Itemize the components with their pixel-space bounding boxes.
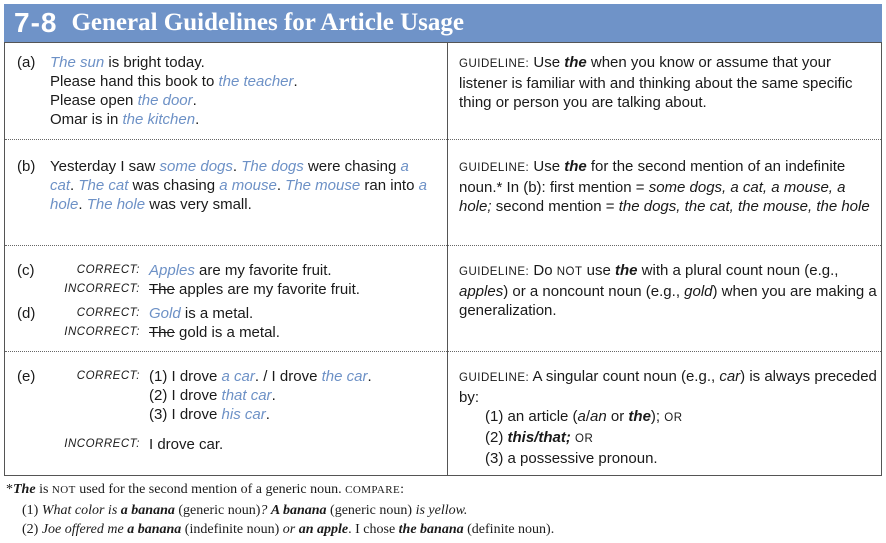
guideline-example: car [719,368,741,385]
guideline-text: A singular count noun (e.g., [529,368,720,385]
correct-label: CORRECT: [76,264,140,276]
footnote-line [22,520,554,539]
chart-header [4,4,882,42]
footnote-line [22,501,467,520]
footnote-keyword: a banana [120,503,175,518]
guideline-keyword: the [615,262,638,279]
example-text: apples are my favorite fruit. [174,281,360,298]
row-divider [5,351,881,352]
example-text: are my favorite fruit. [194,262,332,279]
example-text: Please open [50,92,138,109]
guideline-text: with a plural count noun (e.g., [637,262,839,279]
example-text: gold is a metal. [174,324,280,341]
example-text: . [367,368,372,385]
footnote-text: : [400,482,405,497]
example-text: . [293,73,298,90]
footnote-text: (1) [22,503,42,518]
example-line [50,110,441,129]
example-text: . [78,196,87,213]
guideline-text: Do [529,262,557,279]
example-text: is bright today. [104,54,205,71]
correct-label: CORRECT: [76,307,140,319]
example-text: I drove car. [149,436,224,453]
guideline-text: when you know or assume that your listener is familiar with and thinking about the same specific thing or person you are talking about. [459,54,853,111]
guideline-example: an [590,408,607,425]
example-text: Please hand this book to [50,73,219,90]
chart-number: 7-8 [14,7,58,38]
example-text: Yesterday I saw [50,158,160,175]
incorrect-label: INCORRECT: [64,326,140,338]
example-text: were chasing [303,158,401,175]
footnote-keyword: The [13,482,36,497]
correct-line [5,304,447,323]
incorrect-line [5,435,447,454]
example-line-row [5,386,447,405]
guideline-example: gold [684,283,713,300]
guideline-label: GUIDELINE: [459,162,530,174]
example-line [50,91,441,110]
row-a [5,53,881,139]
guideline-keyword: the [564,158,587,175]
guideline-text: (3) a possessive pronoun. [485,450,658,467]
footnote-emphasis: NOT [51,484,76,496]
example-line [149,367,372,386]
example-text: . [195,111,200,128]
row-d-label: (d) [17,305,36,322]
footnote-italic: Joe offered me [41,522,128,537]
incorrect-label: INCORRECT: [64,438,140,450]
guideline-text: use [582,262,616,279]
footnote-italic: or [282,522,299,537]
example-text: is a metal. [180,305,254,322]
article-highlight: a mouse [219,177,277,194]
row-e-guideline [459,367,879,468]
footnote-text: (2) [22,522,42,537]
example-text: Omar is in [50,111,123,128]
example-line [149,405,270,424]
guideline-item [459,428,879,449]
incorrect-line [5,280,447,299]
guideline-text: for the second mention of an indefinite noun.* In (b): first mention = [459,158,846,196]
example-text: . [232,158,242,175]
guideline-text: ) when you are making a generalization. [459,283,877,319]
footnote-keyword: an apple [298,522,349,537]
example-text: . [271,387,276,404]
guideline-item [459,449,879,468]
example-line [149,386,276,405]
footnote-italic: What color is [41,503,121,518]
guideline-text: Use [529,158,565,175]
article-highlight: the kitchen [122,111,196,128]
footnote-text: (definite noun). [463,522,555,537]
article-highlight: The sun [50,54,105,71]
incorrect-line [5,323,447,342]
footnote-text: (generic noun) [326,503,416,518]
row-cd [5,261,881,351]
article-highlight: Apples [149,262,195,279]
article-highlight: some dogs [159,158,233,175]
example-text: ran into [360,177,419,194]
example-line [149,280,360,299]
article-highlight: The dogs [241,158,304,175]
footnote-text: is [35,482,52,497]
struck-article: The [149,324,175,341]
example-text: (1) I drove [149,368,222,385]
guideline-label: GUIDELINE: [459,58,530,70]
guideline-item [459,407,879,428]
example-line [149,261,332,280]
guideline-label: GUIDELINE: [459,372,530,384]
guideline-emphasis: NOT [556,266,583,278]
article-highlight: Gold [149,305,181,322]
footnote-italic: is yellow. [415,503,468,518]
footnote-text: (indefinite noun) [181,522,283,537]
example-text: . [192,92,197,109]
correct-line [5,261,447,280]
row-e [5,367,881,475]
footnote-keyword: A banana [270,503,327,518]
guideline-text: ) or a noncount noun (e.g., [503,283,685,300]
row-b-label: (b) [17,158,36,175]
example-line-row [5,405,447,424]
example-text: was chasing [128,177,220,194]
example-text: . / I drove [254,368,322,385]
guideline-emphasis: OR [664,412,683,424]
example-text: . [70,177,79,194]
example-text: was very small. [145,196,252,213]
article-highlight: The mouse [285,177,361,194]
example-text: (2) I drove [149,387,222,404]
row-divider [5,139,881,140]
article-highlight: the car [321,368,368,385]
footnote-text: . I chose [348,522,399,537]
guideline-text: Use [529,54,565,71]
example-text: (3) I drove [149,406,222,423]
guideline-example: the dogs, the cat, the mouse, the hole [618,198,870,215]
article-highlight: the teacher [218,73,294,90]
row-c-label: (c) [17,262,35,279]
row-b [5,157,881,245]
row-e-label: (e) [17,368,36,385]
article-highlight: a car [221,368,255,385]
guideline-text: (2) [485,429,508,446]
guideline-example: a [577,408,586,425]
article-highlight: that car [221,387,272,404]
footnote-text: used for the second mention of a generic noun. [75,482,346,497]
footnote-text: (generic noun) [174,503,261,518]
guideline-text: ) is always preceded by: [459,368,877,406]
guideline-keyword: this/that; [507,429,571,446]
row-divider [5,245,881,246]
guideline-text: / [585,408,591,425]
guideline-text: or [606,408,629,425]
guideline-text: ); [650,408,665,425]
guideline-emphasis: OR [575,433,594,445]
footnote-keyword: the banana [398,522,464,537]
guideline-intro [459,367,879,407]
guideline-text: (1) an article ( [485,408,578,425]
example-line [149,323,280,342]
footnote-italic: ? [260,503,271,518]
article-highlight: a hole [50,177,427,213]
article-usage-table [4,42,882,476]
row-a-label: (a) [17,54,36,71]
row-a-sentences [50,53,441,129]
article-highlight: a cat [50,158,409,194]
struck-article: The [149,281,175,298]
incorrect-label: INCORRECT: [64,283,140,295]
footnote-line [6,480,404,500]
row-b-sentences [50,157,427,214]
row-cd-guideline [459,261,879,320]
footnote-marker: * [6,482,13,497]
row-b-guideline [459,157,879,216]
chart-title: General Guidelines for Article Usage [71,9,464,36]
example-line [50,53,441,72]
article-highlight: The hole [86,196,146,213]
example-text: . [265,406,270,423]
correct-line [5,367,447,386]
example-line [50,72,441,91]
guideline-keyword: the [564,54,587,71]
footnote-keyword: a banana [127,522,182,537]
correct-label: CORRECT: [76,370,140,382]
article-highlight: his car [221,406,266,423]
row-a-guideline [459,53,879,112]
guideline-example: some dogs, a cat, a mouse, a hole; [459,179,846,215]
footnote-emphasis: COMPARE [345,484,401,496]
example-text: . [276,177,286,194]
article-highlight: The cat [78,177,129,194]
guideline-label: GUIDELINE: [459,266,530,278]
guideline-text: second mention = [491,198,619,215]
article-highlight: the door [137,92,193,109]
example-line [149,304,253,323]
guideline-keyword: the [628,408,651,425]
guideline-example: apples [459,283,504,300]
